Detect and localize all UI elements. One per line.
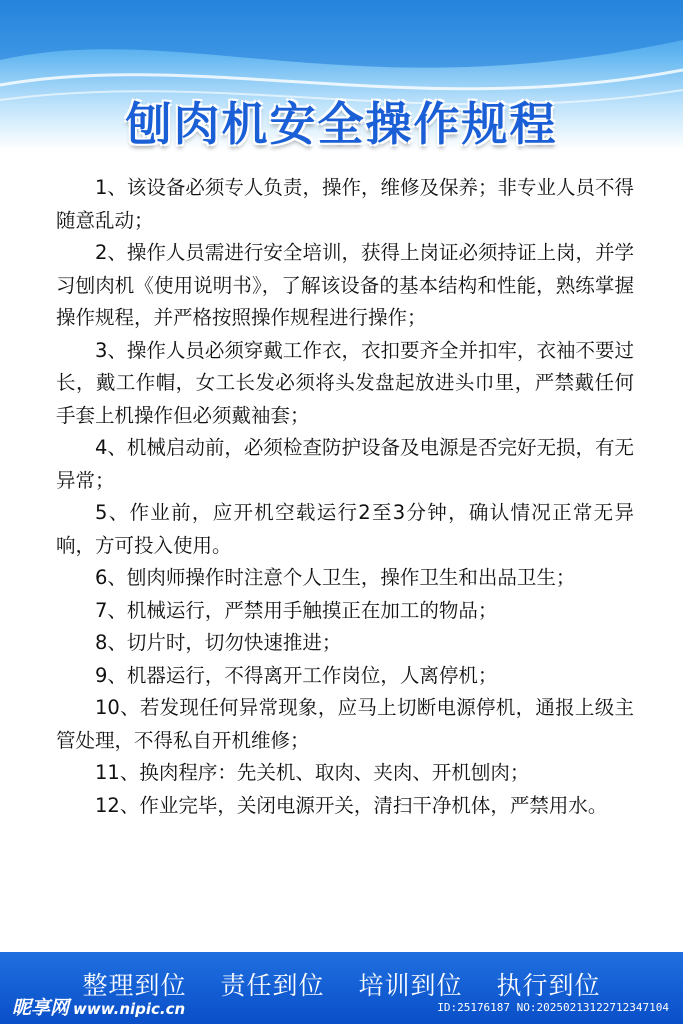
watermark-id: ID:25176187 NO:20250213122712347104 [437, 1001, 669, 1014]
slogan-item: 培训到位 [358, 971, 463, 1000]
rule-item: 4、机械启动前，必须检查防护设备及电源是否完好无损，有无异常； [56, 436, 634, 492]
watermark-logo-text: 昵享网 [12, 997, 70, 1019]
rules-list [56, 172, 634, 822]
rule-item: 10、若发现任何异常现象，应马上切断电源停机，通报上级主管处理，不得私自开机维修； [56, 696, 634, 752]
rule-item: 2、操作人员需进行安全培训，获得上岗证必须持证上岗，并学习刨肉机《使用说明书》，了解该设备的基本结构和性能，熟练掌握操作规程，并严格按照操作规程进行操作； [56, 241, 634, 329]
rule-item: 1、该设备必须专人负责，操作，维修及保养；非专业人员不得随意乱动； [56, 176, 634, 232]
rule-item: 7、机械运行，严禁用手触摸正在加工的物品； [95, 598, 498, 622]
slogan-item: 责任到位 [220, 971, 325, 1000]
rule-item: 3、操作人员必须穿戴工作衣，衣扣要齐全并扣牢，衣袖不要过长，戴工作帽，女工长发必须将头发盘起放进头巾里，严禁戴任何手套上机操作但必须戴袖套； [56, 338, 634, 427]
slogan-item: 执行到位 [496, 971, 601, 1000]
rule-item: 8、切片时，切勿快速推进； [95, 631, 342, 654]
rule-item: 6、刨肉师操作时注意个人卫生，操作卫生和出品卫生； [95, 566, 576, 589]
slogan-item: 整理到位 [82, 971, 187, 1000]
watermark-url: www.nipic.cn [73, 1000, 186, 1018]
rule-item: 5、作业前，应开机空载运行2至3分钟，确认情况正常无异响，方可投入使用。 [56, 501, 634, 557]
page-title: 刨肉机安全操作规程 [125, 97, 558, 151]
rule-item: 9、机器运行，不得离开工作岗位，人离停机； [95, 663, 498, 687]
watermark-logo [12, 993, 185, 1020]
rule-item: 11、换肉程序：先关机、取肉、夹肉、开机刨肉； [95, 761, 530, 784]
rule-item: 12、作业完毕，关闭电源开关，清扫干净机体，严禁用水。 [95, 793, 608, 817]
footer-bar [0, 952, 683, 1024]
